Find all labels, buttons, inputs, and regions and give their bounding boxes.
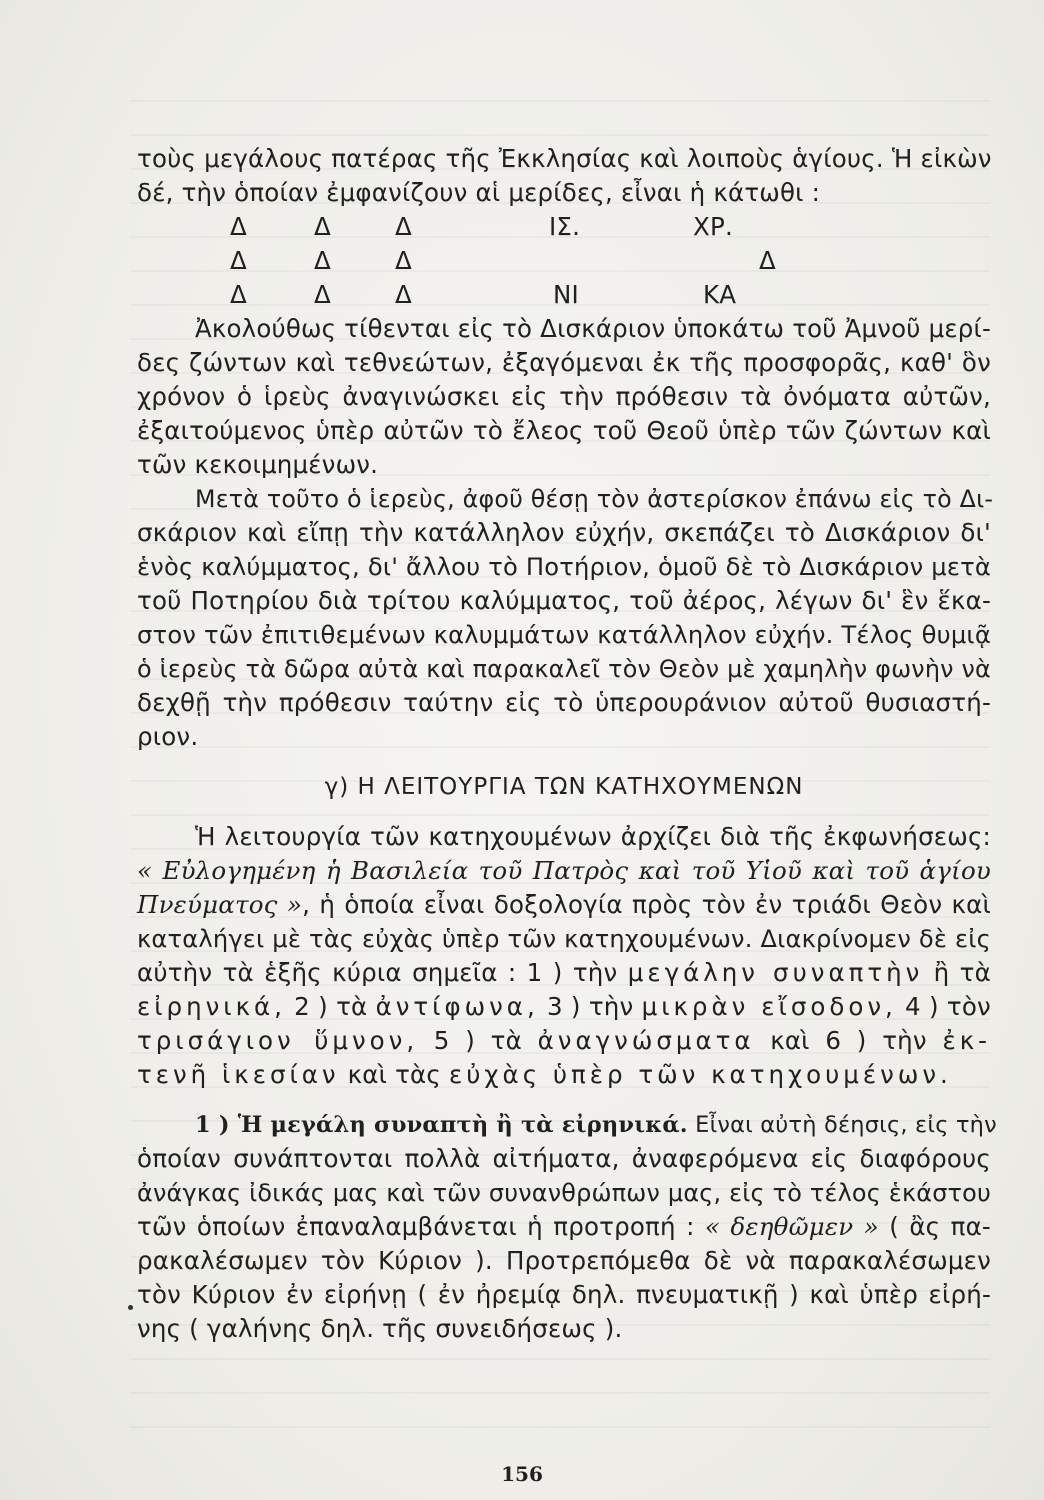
spaced-term: μεγάλην συναπτὴν [627,958,924,987]
seal-cell: Δ [314,212,331,241]
ink-dot [128,1305,133,1310]
paragraph-5 [137,1108,997,1346]
text-line: δεχθῇ τὴν πρόθεσιν ταύτην εἰς τὸ ὑπερουράνιον αὐτοῦ θυσιαστή- [137,688,991,717]
paragraph-2 [137,312,991,482]
spaced-term: ἀναγνώσματα [537,1026,755,1055]
seal-cell: Δ [230,246,247,275]
text-segment: καὶ τὰς [347,1060,441,1089]
text-line [137,1024,991,1058]
seal-cell: Δ [230,280,247,309]
text-line: ὁποίαν συνάπτονται πολλὰ αἰτήματα, ἀναφερόμενα εἰς διαφόρους [137,1144,991,1173]
seal-row-3 [137,278,991,312]
text-line: νης ( γαλήνης δηλ. τῆς συνειδήσεως ). [137,1314,623,1343]
seal-cell: ΙΣ. [549,212,581,241]
text-line-italic: « Εὐλογημένη ἡ Βασιλεία τοῦ Πατρὸς καὶ τοῦ Υἱοῦ καὶ τοῦ ἁγίου [137,856,991,885]
text-line [137,990,991,1024]
text-line: σκάριον καὶ εἴπῃ τὴν κατάλληλον εὐχήν, σκεπάζει τὸ Δισκάριον δι' [137,518,991,547]
italic-phrase: « δεηθῶμεν » [704,1212,879,1241]
spaced-term: ἀντίφωνα, [375,992,539,1021]
seal-cell: ΚΑ [703,280,737,309]
spacer [137,1092,991,1108]
spaced-term: μικρὰν εἴσοδον, [641,992,897,1021]
text-line: τῶν κεκοιμημένων. [137,450,379,479]
seal-cell: ΧΡ. [693,212,733,241]
text-segment: ( ἂς πα- [878,1212,991,1241]
text-line: Ἀκολούθως τίθενται εἰς τὸ Δισκάριον ὑποκάτω τοῦ Ἀμνοῦ μερί- [195,314,991,343]
seal-cell: ΝΙ [553,280,579,309]
text-line: δέ, τὴν ὁποίαν ἐμφανίζουν αἱ μερίδες, εἶναι ἡ κάτωθι : [137,178,821,207]
page-text [137,142,997,1346]
text-segment: 4 ) τὸν [905,992,991,1021]
seal-cell: Δ [314,280,331,309]
text-segment: , ἡ ὁποία εἶναι δοξολογία πρὸς τὸν ἐν τριάδι Θεὸν καὶ [302,890,991,919]
italic-phrase: Πνεύματος » [137,890,303,919]
spaced-term: εἰρηνικά, [137,992,286,1021]
seal-cell: Δ [230,212,247,241]
text-line: τὸν Κύριον ἐν εἰρήνῃ ( ἐν ἠρεμίᾳ δηλ. πνευματικῇ ) καὶ ὑπὲρ εἰρή- [137,1280,991,1309]
text-line [137,888,991,922]
spaced-term: ἐκ- [942,1026,991,1055]
seal-row-2 [137,244,991,278]
subsection-title: 1 ) Ἡ μεγάλη συναπτὴ ἢ τὰ εἰρηνικά. [195,1112,688,1138]
spaced-term: τρισάγιον ὕμνον, [137,1026,419,1055]
section-heading: γ) Η ΛΕΙΤΟΥΡΓΙΑ ΤΩΝ ΚΑΤΗΧΟΥΜΕΝΩΝ [324,774,804,800]
text-line: Μετὰ τοῦτο ὁ ἱερεὺς, ἀφοῦ θέσῃ τὸν ἀστερίσκον ἐπάνω εἰς τὸ Δι- [195,485,994,513]
text-segment: 2 ) τὰ [294,992,368,1021]
seal-cell: Δ [314,246,331,275]
text-line [137,1108,997,1142]
text-line: ριον. [137,722,199,751]
text-segment: 5 ) τὰ [433,1026,522,1055]
text-segment: 3 ) τὴν [546,992,634,1021]
seal-cell: Δ [395,246,412,275]
text-line: τοὺς μεγάλους πατέρας τῆς Ἐκκλησίας καὶ λοιποὺς ἁγίους. Ἡ εἰκὼν [137,144,992,173]
text-segment: καὶ 6 ) τὴν [770,1026,927,1055]
seal-diagram [137,210,991,312]
text-line: Ἡ λειτουργία τῶν κατηχουμένων ἀρχίζει διὰ τῆς ἐκφωνήσεως: [195,822,991,851]
seal-cell: Δ [395,212,412,241]
spacer [137,804,991,820]
text-line: ὁ ἱερεὺς τὰ δῶρα αὐτὰ καὶ παρακαλεῖ τὸν Θεὸν μὲ χαμηλὴν φωνὴν νὰ [137,655,991,683]
text-segment: ἢ τὰ [933,958,991,987]
text-line: τοῦ Ποτηρίου διὰ τρίτου καλύμματος, τοῦ ἀέρος, λέγων δι' ἓν ἕκα- [137,586,991,615]
text-line: ἑνὸς καλύμματος, δι' ἄλλου τὸ Ποτήριον, ὁμοῦ δὲ τὸ Δισκάριον μετὰ [137,553,991,581]
spaced-term: εὐχὰς ὑπὲρ τῶν κατηχουμένων. [448,1060,952,1089]
seal-cell: Δ [759,246,776,275]
text-line: δες ζώντων καὶ τεθνεώτων, ἐξαγόμεναι ἐκ τῆς προσφορᾶς, καθ' ὃν [137,348,991,377]
text-line: ρακαλέσωμεν τὸν Κύριον ). Προτρεπόμεθα δὲ νὰ παρακαλέσωμεν [137,1246,991,1275]
text-line [137,956,991,990]
spaced-term: τενῆ ἱκεσίαν [137,1060,340,1089]
text-line: καταλήγει μὲ τὰς εὐχὰς ὑπὲρ τῶν κατηχουμένων. Διακρίνομεν δὲ εἰς [137,925,991,953]
text-line: ἀνάγκας ἰδικάς μας καὶ τῶν συνανθρώπων μας, εἰς τὸ τέλος ἑκάστου [137,1179,991,1207]
paragraph-1 [137,142,991,210]
paragraph-4 [137,820,991,1092]
text-line: χρόνον ὁ ἱρεὺς ἀναγινώσκει εἰς τὴν πρόθεσιν τὰ ὀνόματα αὐτῶν, [137,382,991,411]
text-line [137,1210,991,1244]
page-number: 156 [501,1462,543,1486]
text-segment: αὐτὴν τὰ ἑξῆς κύρια σημεῖα : 1 ) τὴν [137,958,618,987]
paragraph-3 [137,482,994,754]
text-line [137,1058,991,1092]
text-segment: Εἶναι αὐτὴ δέησις, εἰς τὴν [687,1112,997,1138]
text-line: στον τῶν ἐπιτιθεμένων καλυμμάτων κατάλληλον εὐχήν. Τέλος θυμιᾷ [137,621,991,649]
seal-cell: Δ [395,280,412,309]
text-line: ἐξαιτούμενος ὑπὲρ αὐτῶν τὸ ἔλεος τοῦ Θεοῦ ὑπὲρ τῶν ζώντων καὶ [137,416,991,445]
seal-row-1 [137,210,991,244]
text-segment: τῶν ὁποίων ἐπαναλαμβάνεται ἡ προτροπή : [137,1212,695,1241]
